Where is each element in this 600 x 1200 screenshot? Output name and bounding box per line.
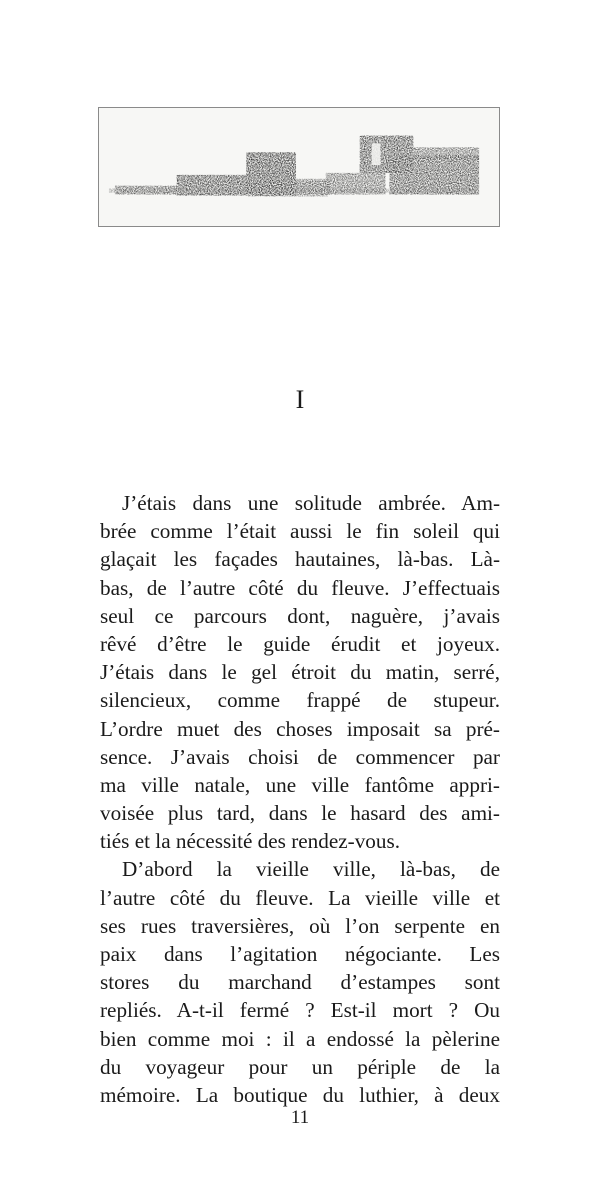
text-line: l’autre côté du fleuve. La vieille ville et [100,885,500,910]
text-line: brée comme l’était aussi le fin soleil qui [100,519,500,544]
body-text [100,489,500,1109]
text-line: L’ordre muet des choses imposait sa pré- [100,716,500,741]
paragraph-1 [100,489,500,855]
text-line: ses rues traversières, où l’on serpente en [100,913,500,938]
text-line: du voyageur pour un périple de la [100,1054,500,1079]
text-line: mémoire. La boutique du luthier, à deux [100,1082,500,1107]
chapter-title: I [295,385,305,414]
text-line: paix dans l’agitation négociante. Les [100,942,500,966]
text-line: D’abord la vieille ville, là-bas, de [122,857,500,882]
text-line: glaçait les façades hautaines, là-bas. Là- [100,547,500,572]
text-line: stores du marchand d’estampes sont [100,970,500,995]
text-line: J’étais dans une solitude ambrée. Am- [122,491,500,515]
text-line: seul ce parcours dont, naguère, j’avais [100,603,500,628]
page-number: 11 [290,1107,310,1128]
text-line: silencieux, comme frappé de stupeur. [100,688,500,713]
charcoal-cityscape-sketch [99,108,499,226]
text-line: J’étais dans le gel étroit du matin, serré, [100,660,500,685]
window-opening [372,143,381,165]
text-line: sence. J’avais choisi de commencer par [100,744,500,769]
text-line: repliés. A-t-il fermé ? Est-il mort ? Ou [100,998,500,1023]
text-line: bien comme moi : il a endossé la pèlerine [100,1026,500,1051]
text-line: voisée plus tard, dans le hasard des ami- [100,801,500,826]
paragraph-2 [100,855,500,1109]
text-line: bas, de l’autre côté du fleuve. J’effectuais [100,575,500,600]
text-line: tiés et la nécessité des rendez-vous. [100,829,401,854]
chapter-illustration [98,107,500,227]
text-line: rêvé d’être le guide érudit et joyeux. [100,631,500,656]
text-line: ma ville natale, une ville fantôme appri- [100,772,500,797]
